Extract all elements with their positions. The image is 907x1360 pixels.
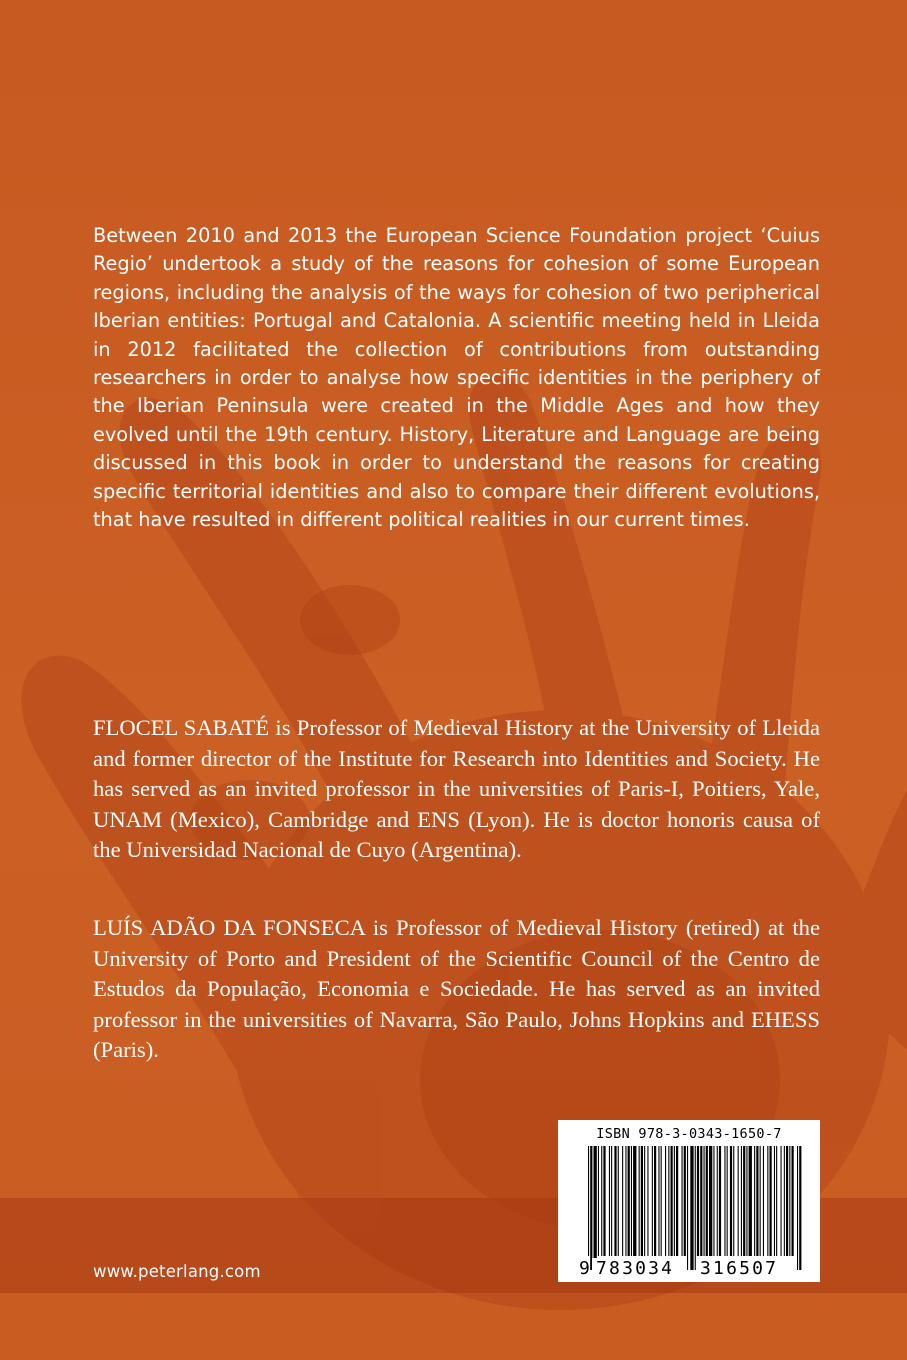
barcode-digits-left: 783034 bbox=[596, 1258, 675, 1278]
barcode-bar bbox=[700, 1146, 702, 1256]
barcode-bar bbox=[733, 1146, 734, 1256]
barcode-bar bbox=[625, 1146, 626, 1256]
barcode-bars bbox=[574, 1146, 814, 1278]
barcode-bar bbox=[774, 1146, 775, 1256]
barcode-bar bbox=[730, 1146, 732, 1256]
barcode-bar bbox=[709, 1146, 712, 1256]
barcode-bar bbox=[614, 1146, 616, 1256]
barcode-bar bbox=[743, 1146, 745, 1256]
barcode-bar bbox=[611, 1146, 612, 1256]
barcode-bar bbox=[738, 1146, 739, 1256]
barcode-bar bbox=[628, 1146, 630, 1256]
barcode-bar bbox=[641, 1146, 643, 1256]
barcode-bar bbox=[792, 1146, 794, 1256]
barcode-bar bbox=[652, 1146, 653, 1256]
barcode-bar bbox=[754, 1146, 755, 1256]
barcode-bar bbox=[654, 1146, 656, 1256]
barcode-bar bbox=[776, 1146, 777, 1256]
barcode-bar bbox=[781, 1146, 782, 1256]
barcode-bar bbox=[588, 1146, 589, 1270]
barcode-bar bbox=[661, 1146, 662, 1256]
barcode-bar bbox=[713, 1146, 714, 1256]
barcode-bar bbox=[741, 1146, 742, 1256]
barcode-bar bbox=[749, 1146, 752, 1256]
barcode-bar bbox=[658, 1146, 659, 1256]
barcode-bar bbox=[695, 1146, 696, 1270]
barcode-bar bbox=[746, 1146, 747, 1256]
barcode-bar bbox=[770, 1146, 772, 1256]
barcode-bar bbox=[639, 1146, 640, 1256]
barcode-bar bbox=[631, 1146, 632, 1256]
isbn-label: ISBN 978-3-0343-1650-7 bbox=[596, 1126, 782, 1142]
publisher-url[interactable]: www.peterlang.com bbox=[93, 1262, 261, 1281]
barcode-bar bbox=[719, 1146, 721, 1256]
author-bio-fonseca: LUÍS ADÃO DA FONSECA is Professor of Medieval History (retired) at the University of Porto and President of the Scientific Council of the Centro de Estudos da População, Economia e Sociedade. He has served as an invited professor in the universities of Navarra, São Paulo, Johns Hopkins and EHESS (Paris). bbox=[93, 915, 820, 1063]
barcode-bar bbox=[717, 1146, 718, 1256]
barcode-bar bbox=[704, 1146, 705, 1256]
barcode-bar bbox=[727, 1146, 728, 1256]
barcode-bar bbox=[724, 1146, 725, 1256]
barcode-bar bbox=[594, 1146, 597, 1270]
barcode-bar bbox=[601, 1146, 602, 1256]
barcode-bar bbox=[756, 1146, 758, 1256]
barcode-bar bbox=[760, 1146, 761, 1256]
barcode-bar bbox=[784, 1146, 785, 1256]
barcode-bar bbox=[674, 1146, 675, 1256]
barcode-bar bbox=[633, 1146, 636, 1256]
book-description: Between 2010 and 2013 the European Science Foundation project ‘Cuius Regio’ undertook a study of the reasons for cohesion of some European regions, including the analysis of the ways for cohesion of two peripherical Iberian entities: Portugal and Catalonia. A scientific meeting held in Lleida in 2012 facilitated the collection of contributions from outstanding researchers in order to analyse how specific identities in the periphery of the Iberian Peninsula were created in the Middle Ages and how they evolved until the 19th century. History, Literature and Language are being discussed in this book in order to understand the reasons for creating specific territorial identities and also to compare their different evolutions, that have resulted in different political realities in our current times. bbox=[93, 224, 820, 532]
barcode-bar bbox=[706, 1146, 708, 1256]
isbn-barcode bbox=[558, 1120, 820, 1282]
barcode-bar bbox=[603, 1146, 605, 1256]
barcode-digits-right: 316507 bbox=[700, 1258, 779, 1278]
barcode-bar bbox=[682, 1146, 683, 1256]
barcode-bar bbox=[697, 1146, 699, 1256]
barcode-bar bbox=[676, 1146, 678, 1256]
barcode-bar bbox=[665, 1146, 666, 1256]
barcode-bar bbox=[763, 1146, 764, 1256]
barcode-bar bbox=[622, 1146, 623, 1256]
barcode-bar bbox=[668, 1146, 669, 1256]
barcode-bar bbox=[671, 1146, 673, 1256]
barcode-bar bbox=[786, 1146, 788, 1256]
barcode-bar bbox=[618, 1146, 619, 1256]
barcode-bar bbox=[687, 1146, 688, 1270]
barcode-bar bbox=[799, 1146, 801, 1270]
barcode-bar bbox=[797, 1146, 798, 1270]
barcode-bar bbox=[767, 1146, 768, 1256]
barcode-bar bbox=[590, 1146, 592, 1270]
barcode-digit-first: 9 bbox=[579, 1258, 590, 1278]
barcode-bar bbox=[789, 1146, 790, 1256]
barcode-bar bbox=[598, 1146, 599, 1256]
barcode-bar bbox=[690, 1146, 693, 1270]
barcode-bar bbox=[684, 1146, 686, 1256]
barcode-bar bbox=[609, 1146, 610, 1256]
author-bio-sabate: FLOCEL SABATÉ is Professor of Medieval History at the University of Lleida and former director of the Institute for Research into Identities and Society. He has served as an invited professor in the universities of Paris-I, Poitiers, Yale, UNAM (Mexico), Cambridge and ENS (Lyon). He is doctor honoris causa of the Universidad Nacional de Cuyo (Argentina). bbox=[93, 715, 820, 863]
barcode-bar bbox=[647, 1146, 648, 1256]
barcode-bar bbox=[644, 1146, 645, 1256]
